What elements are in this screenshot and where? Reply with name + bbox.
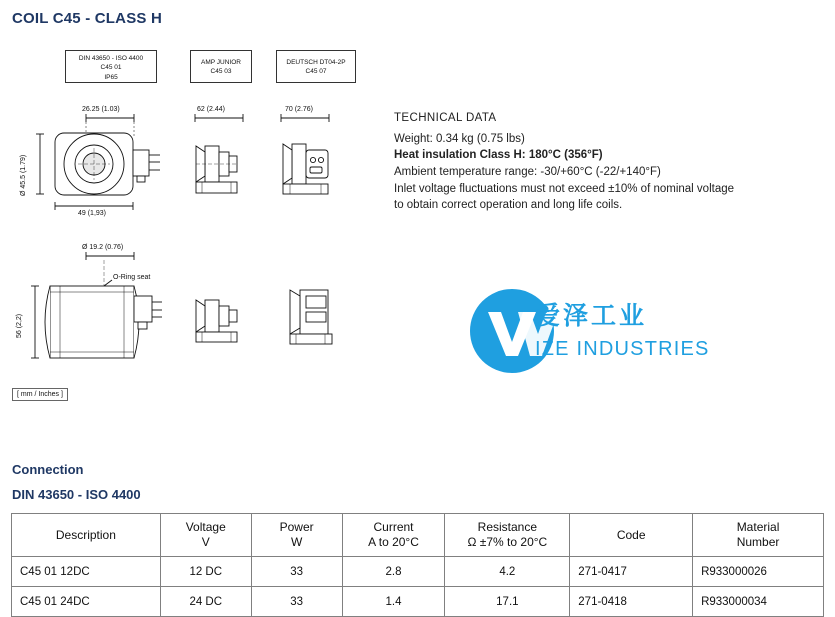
table-header-current <box>342 514 445 557</box>
table-header-power <box>251 514 342 557</box>
table-header-power-l2: W <box>290 535 303 549</box>
technical-data-voltage-note-2: to obtain correct operation and long life coils. <box>394 199 623 212</box>
technical-data-heading: TECHNICAL DATA <box>394 112 497 124</box>
dim-deutsch-width: 70 (2.76) <box>285 106 314 113</box>
connector-label-deutsch-line2: C45 07 <box>305 68 327 76</box>
technical-data-voltage-note-1: Inlet voltage fluctuations must not exceed ±10% of nominal voltage <box>394 182 735 195</box>
cell-resistance: 17.1 <box>445 587 570 617</box>
connector-label-din-line1: DIN 43650 - ISO 4400 <box>78 55 144 62</box>
cell-voltage: 12 DC <box>160 557 251 587</box>
cell-description: C45 01 12DC <box>12 557 161 587</box>
cell-material-number: R933000034 <box>693 587 824 617</box>
table-header-description-l1: Description <box>55 527 116 542</box>
technical-data-ambient: Ambient temperature range: -30/+60°C (-22/+140°F) <box>394 166 661 179</box>
dim-height: 56 (2,2) <box>16 313 23 338</box>
cell-code: 271-0417 <box>570 557 693 587</box>
table-header-material-number-l1: Material <box>736 520 780 534</box>
technical-data-weight: Weight: 0.34 kg (0.75 lbs) <box>394 132 525 145</box>
table-header-code-l1: Code <box>616 527 646 542</box>
cell-description: C45 01 24DC <box>12 587 161 617</box>
table-header-current-l1: Current <box>373 520 414 534</box>
cell-code: 271-0418 <box>570 587 693 617</box>
table-header-power-l1: Power <box>279 520 314 534</box>
label-oring-seat: O-Ring seat <box>113 274 151 281</box>
connector-label-din-line3: IP65 <box>104 73 118 81</box>
table-row <box>12 587 824 617</box>
dim-hole: Ø 19.2 (0.76) <box>82 244 124 251</box>
dim-top-width: 26.25 (1.03) <box>82 106 120 113</box>
cell-power: 33 <box>251 557 342 587</box>
cell-current: 2.8 <box>342 557 445 587</box>
logo-text-cn: 爱泽工业 <box>535 301 648 330</box>
technical-data-heat-insulation: Heat insulation Class H: 180°C (356°F) <box>394 149 603 162</box>
connector-label-amp-line2: C45 03 <box>210 68 232 76</box>
connector-label-amp-line1: AMP JUNIOR <box>201 59 241 66</box>
table-header-resistance-l2: Ω ±7% to 20°C <box>467 535 548 549</box>
table-header-material-number-l2: Number <box>736 535 780 549</box>
table-header-voltage-l1: Voltage <box>185 520 226 534</box>
dim-bottom-width: 49 (1,93) <box>78 210 107 217</box>
page-title: COIL C45 - CLASS H <box>12 10 163 27</box>
units-note: [ mm / Inches ] <box>12 388 68 401</box>
table-header-resistance <box>445 514 570 557</box>
cell-power: 33 <box>251 587 342 617</box>
table-header-resistance-l1: Resistance <box>477 520 538 534</box>
connection-title: Connection <box>12 462 84 477</box>
logo-text-en: IZE INDUSTRIES <box>535 338 710 360</box>
table-header-description <box>12 514 161 557</box>
table-header-voltage <box>160 514 251 557</box>
connector-label-deutsch-line1: DEUTSCH DT04-2P <box>286 59 346 66</box>
dim-diameter: Ø 45.5 (1.79) <box>20 154 27 196</box>
table-row <box>12 557 824 587</box>
cell-current: 1.4 <box>342 587 445 617</box>
table-header-material-number <box>693 514 824 557</box>
table-header-row <box>12 514 824 557</box>
table-header-current-l2: A to 20°C <box>368 535 419 549</box>
table-header-code <box>570 514 693 557</box>
cell-material-number: R933000026 <box>693 557 824 587</box>
connector-label-din-line2: C45 01 <box>100 64 122 72</box>
table-header-voltage-l2: V <box>201 535 210 549</box>
cell-voltage: 24 DC <box>160 587 251 617</box>
cell-resistance: 4.2 <box>445 557 570 587</box>
specification-table <box>11 513 824 617</box>
connection-subtitle: DIN 43650 - ISO 4400 <box>12 487 141 502</box>
dim-amp-width: 62 (2.44) <box>197 106 226 113</box>
